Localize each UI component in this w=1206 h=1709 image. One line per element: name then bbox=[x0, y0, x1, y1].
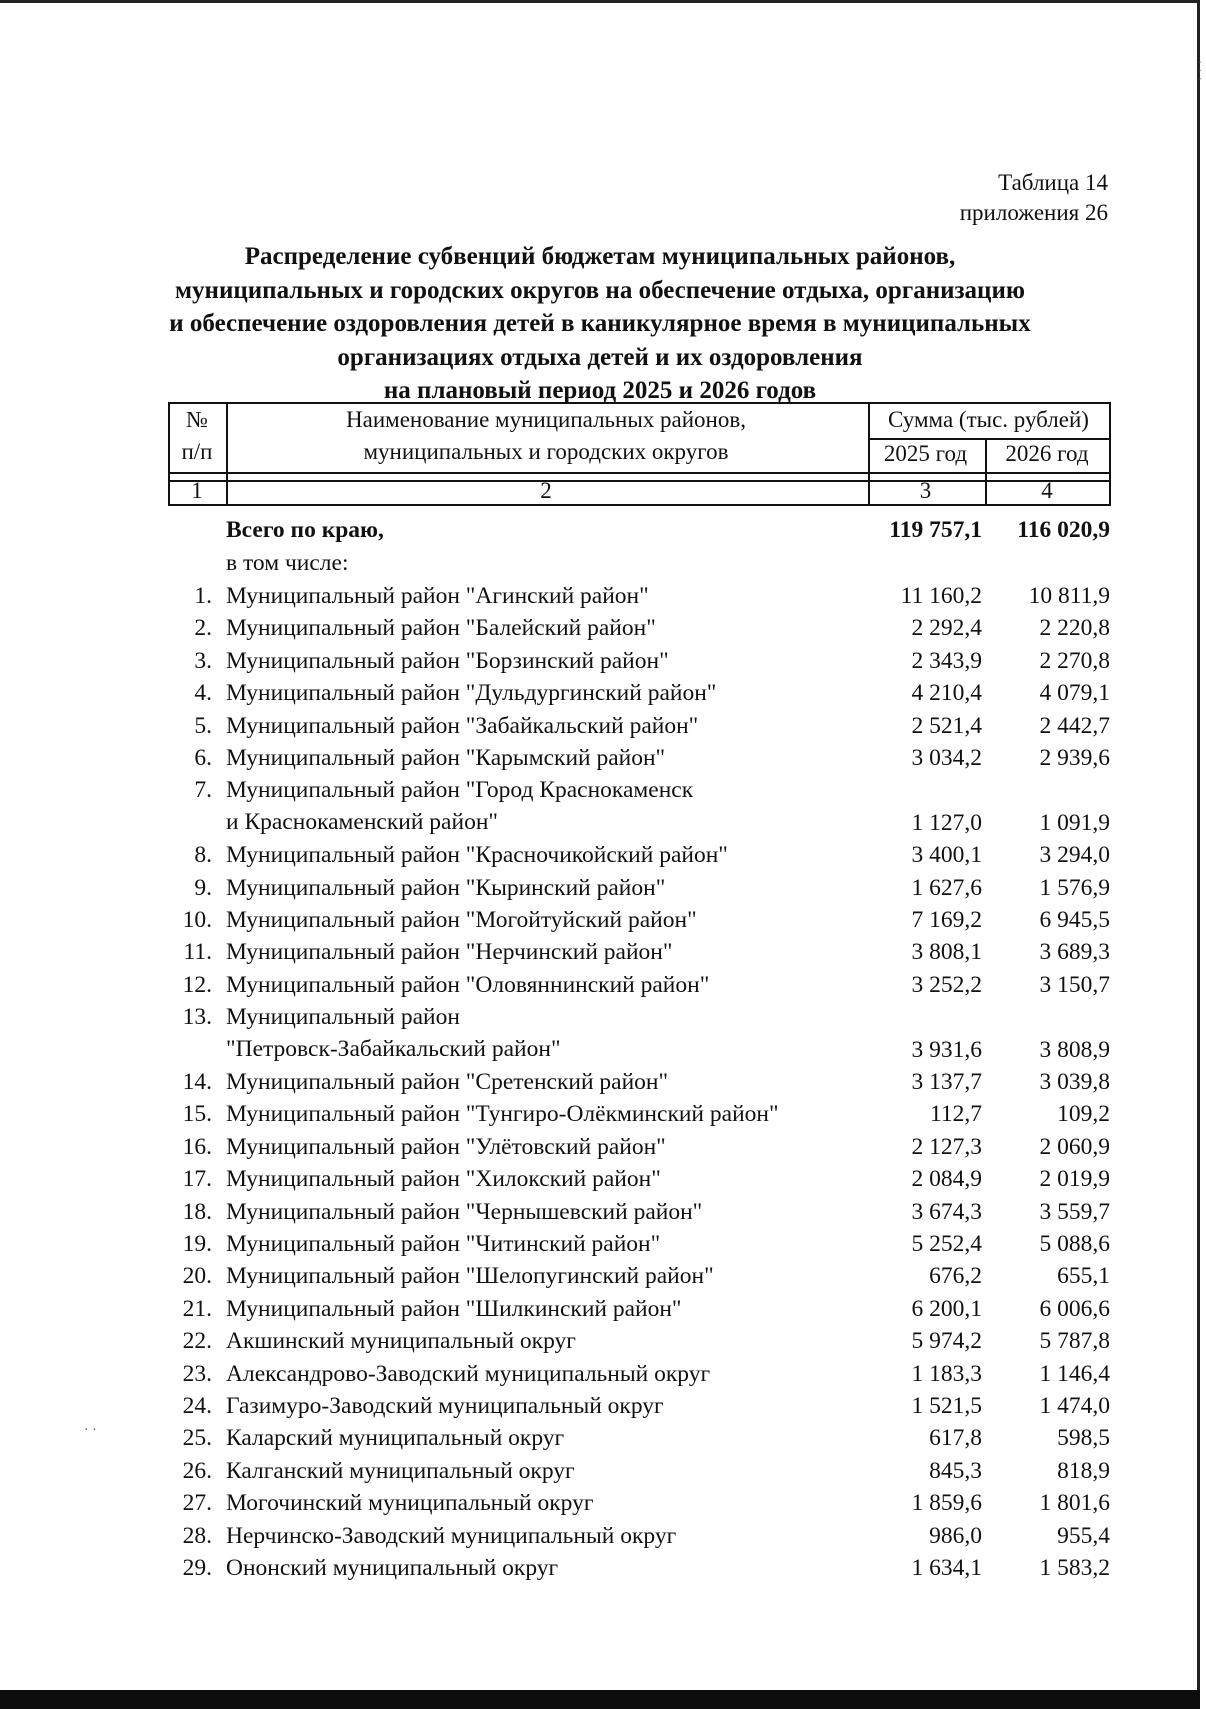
row-value-2026: 2 019,9 bbox=[1039, 1166, 1110, 1193]
row-value-2025: 617,8 bbox=[929, 1425, 982, 1452]
row-number: 17. bbox=[182, 1166, 212, 1193]
title-line: муниципальных и городских округов на обеспечение отдыха, организацию bbox=[175, 276, 1025, 304]
row-value-2026: 598,5 bbox=[1057, 1425, 1110, 1452]
row-value-2026: 6 945,5 bbox=[1039, 907, 1110, 933]
row-number: 4. bbox=[194, 680, 212, 707]
title-line: организациях отдыха детей и их оздоровления bbox=[337, 343, 863, 371]
row-value-2026: 1 091,9 bbox=[1039, 809, 1110, 836]
row-name bbox=[226, 645, 866, 677]
row-name-line: Муниципальный район "Тунгиро-Олёкминский район" bbox=[226, 1101, 779, 1128]
row-value-2026: 1 474,0 bbox=[1039, 1393, 1110, 1419]
row-name bbox=[226, 1520, 866, 1552]
row-number: 13. bbox=[182, 1004, 212, 1031]
row-name bbox=[226, 1358, 866, 1390]
row-number: 7. bbox=[194, 777, 212, 804]
row-name-line: Александрово-Заводский муниципальный округ bbox=[226, 1360, 711, 1387]
row-value-2026: 6 006,6 bbox=[1039, 1295, 1110, 1322]
row-name bbox=[226, 677, 866, 709]
row-number: 24. bbox=[182, 1393, 212, 1419]
row-number: 21. bbox=[182, 1295, 212, 1322]
row-name-line: Могочинский муниципальный округ bbox=[226, 1490, 594, 1517]
row-name-line: Муниципальный район "Оловяннинский район" bbox=[226, 971, 710, 998]
row-value-2025: 5 252,4 bbox=[911, 1231, 982, 1257]
row-value-2025: 3 931,6 bbox=[911, 1036, 982, 1063]
row-value-2026: 1 146,4 bbox=[1039, 1360, 1110, 1387]
row-value-2026: 2 060,9 bbox=[1039, 1133, 1110, 1160]
row-number: 12. bbox=[182, 971, 212, 998]
row-name bbox=[226, 742, 866, 774]
row-value-2025: 3 400,1 bbox=[911, 842, 982, 869]
row-value-2026: 4 079,1 bbox=[1039, 680, 1110, 707]
row-number: 8. bbox=[194, 842, 212, 869]
row-name bbox=[226, 612, 866, 644]
row-value-2026: 3 150,7 bbox=[1039, 971, 1110, 998]
row-name-line: "Петровск-Забайкальский район" bbox=[226, 1036, 561, 1063]
scan-bottom-edge bbox=[0, 1690, 1200, 1709]
document-title bbox=[150, 240, 1050, 408]
column-number-3: 3 bbox=[919, 478, 932, 503]
row-number: 10. bbox=[182, 907, 212, 933]
row-name bbox=[226, 1131, 866, 1163]
row-name bbox=[226, 872, 866, 904]
row-name bbox=[226, 1066, 866, 1098]
row-value-2026: 3 559,7 bbox=[1039, 1198, 1110, 1225]
header-name-line2: муниципальных и городских округов bbox=[363, 439, 729, 464]
total-value-2025: 119 757,1 bbox=[889, 517, 982, 543]
scan-dots: · · · bbox=[1191, 60, 1206, 81]
row-name-line: Ононский муниципальный округ bbox=[226, 1555, 559, 1581]
row-value-2026: 2 939,6 bbox=[1039, 745, 1110, 771]
row-value-2025: 2 343,9 bbox=[911, 647, 982, 674]
row-name bbox=[226, 969, 866, 1001]
row-value-2026: 1 801,6 bbox=[1039, 1490, 1110, 1517]
row-value-2025: 5 974,2 bbox=[911, 1328, 982, 1355]
row-value-2025: 3 808,1 bbox=[911, 939, 982, 966]
row-name-line: Муниципальный район "Агинский район" bbox=[226, 583, 649, 609]
row-value-2025: 1 521,5 bbox=[911, 1393, 982, 1419]
row-value-2025: 1 627,6 bbox=[911, 874, 982, 901]
row-number: 6. bbox=[194, 745, 212, 771]
total-value-2026: 116 020,9 bbox=[1017, 517, 1110, 543]
row-name-line: Муниципальный район "Шилкинский район" bbox=[226, 1295, 682, 1322]
title-line: Распределение субвенций бюджетам муниципальных районов, bbox=[244, 243, 956, 270]
row-name-line: Каларский муниципальный округ bbox=[226, 1425, 565, 1452]
row-name-line: Муниципальный район "Читинский район" bbox=[226, 1231, 661, 1257]
title-line: на плановый период 2025 и 2026 годов bbox=[383, 377, 817, 404]
row-value-2025: 1 127,0 bbox=[911, 809, 982, 836]
row-number: 20. bbox=[182, 1263, 212, 1290]
header-year-2026: 2026 год bbox=[1005, 441, 1089, 466]
row-name bbox=[226, 1260, 866, 1292]
row-value-2026: 955,4 bbox=[1057, 1522, 1110, 1549]
row-name-line: Муниципальный район "Чернышевский район" bbox=[226, 1198, 703, 1225]
row-value-2026: 5 787,8 bbox=[1039, 1328, 1110, 1355]
row-number: 18. bbox=[182, 1198, 212, 1225]
scan-dots: · · bbox=[84, 1423, 97, 1438]
row-value-2025: 11 160,2 bbox=[900, 583, 982, 609]
row-value-2025: 3 034,2 bbox=[911, 745, 982, 771]
row-value-2026: 109,2 bbox=[1057, 1101, 1110, 1128]
row-name bbox=[226, 1325, 866, 1357]
row-name-line: и Краснокаменский район" bbox=[226, 809, 498, 836]
row-name bbox=[226, 1098, 866, 1130]
row-value-2025: 986,0 bbox=[929, 1522, 982, 1549]
row-name-line: Муниципальный район "Балейский район" bbox=[226, 615, 656, 642]
row-number: 5. bbox=[194, 712, 212, 739]
row-value-2025: 112,7 bbox=[929, 1101, 982, 1128]
row-number: 16. bbox=[182, 1133, 212, 1160]
row-name-line: Муниципальный район "Дульдургинский район" bbox=[226, 680, 717, 707]
row-number: 29. bbox=[182, 1555, 212, 1581]
row-value-2026: 3 808,9 bbox=[1039, 1036, 1110, 1063]
row-name bbox=[226, 774, 866, 838]
row-value-2025: 2 292,4 bbox=[911, 615, 982, 642]
row-value-2025: 2 521,4 bbox=[911, 712, 982, 739]
table-caption bbox=[960, 168, 1108, 228]
row-name-line: Муниципальный район "Могойтуйский район" bbox=[226, 907, 697, 933]
row-value-2025: 2 127,3 bbox=[911, 1133, 982, 1160]
header-name-line1: Наименование муниципальных районов, bbox=[346, 407, 746, 432]
row-value-2026: 3 039,8 bbox=[1039, 1069, 1110, 1095]
row-value-2026: 2 442,7 bbox=[1039, 712, 1110, 739]
row-name bbox=[226, 1390, 866, 1422]
row-name bbox=[226, 710, 866, 742]
row-name bbox=[226, 839, 866, 871]
row-name bbox=[226, 1228, 866, 1260]
row-name-line: Газимуро-Заводский муниципальный округ bbox=[226, 1393, 664, 1419]
row-value-2025: 7 169,2 bbox=[911, 907, 982, 933]
row-number: 28. bbox=[182, 1522, 212, 1549]
row-name-line: Нерчинско-Заводский муниципальный округ bbox=[226, 1522, 677, 1549]
total-label: Всего по краю, bbox=[226, 517, 384, 543]
row-number: 14. bbox=[182, 1069, 212, 1095]
row-value-2026: 2 270,8 bbox=[1039, 647, 1110, 674]
caption-line-appendix: приложения 26 bbox=[959, 200, 1108, 225]
row-value-2026: 5 088,6 bbox=[1039, 1231, 1110, 1257]
grid-line bbox=[170, 472, 1109, 474]
row-value-2025: 676,2 bbox=[929, 1263, 982, 1290]
row-number: 3. bbox=[194, 647, 212, 674]
column-number-4: 4 bbox=[1041, 478, 1053, 503]
row-number: 9. bbox=[194, 874, 212, 901]
row-value-2025: 845,3 bbox=[929, 1457, 982, 1484]
row-name bbox=[226, 904, 866, 936]
row-name-line: Муниципальный район "Карымский район" bbox=[226, 745, 666, 771]
row-name bbox=[226, 936, 866, 968]
row-name-line: Муниципальный район "Хилокский район" bbox=[226, 1166, 661, 1193]
title-line: и обеспечение оздоровления детей в каникулярное время в муниципальных bbox=[169, 310, 1031, 337]
row-number: 26. bbox=[182, 1457, 212, 1484]
row-value-2026: 3 294,0 bbox=[1039, 842, 1110, 869]
header-num-line2: п/п bbox=[181, 439, 213, 464]
row-number: 23. bbox=[182, 1360, 212, 1387]
row-value-2025: 3 674,3 bbox=[911, 1198, 982, 1225]
row-value-2026: 1 583,2 bbox=[1039, 1555, 1110, 1581]
row-value-2025: 2 084,9 bbox=[911, 1166, 982, 1193]
row-name-line: Муниципальный район "Шелопугинский район" bbox=[226, 1263, 714, 1290]
row-name bbox=[226, 1196, 866, 1228]
row-number: 22. bbox=[182, 1328, 212, 1355]
row-name-line: Муниципальный район "Борзинский район" bbox=[226, 647, 669, 674]
row-name-line: Муниципальный район "Сретенский район" bbox=[226, 1069, 669, 1095]
row-number: 19. bbox=[182, 1231, 212, 1257]
row-name-line: Муниципальный район "Кыринский район" bbox=[226, 874, 666, 901]
row-value-2026: 3 689,3 bbox=[1039, 939, 1110, 966]
row-number: 27. bbox=[182, 1490, 212, 1517]
row-value-2025: 3 137,7 bbox=[911, 1069, 982, 1095]
row-value-2026: 2 220,8 bbox=[1039, 615, 1110, 642]
subtotal-label: в том числе: bbox=[226, 550, 349, 576]
row-number: 11. bbox=[183, 939, 212, 966]
header-sum: Сумма (тыс. рублей) bbox=[888, 407, 1089, 432]
row-value-2025: 3 252,2 bbox=[911, 971, 982, 998]
row-value-2025: 6 200,1 bbox=[911, 1295, 982, 1322]
row-name-line: Акшинский муниципальный округ bbox=[226, 1328, 576, 1355]
row-value-2025: 1 634,1 bbox=[911, 1555, 982, 1581]
row-name-line: Муниципальный район "Нерчинский район" bbox=[226, 939, 673, 966]
row-name bbox=[226, 1455, 866, 1487]
row-value-2026: 818,9 bbox=[1057, 1457, 1110, 1484]
row-name-line: Муниципальный район "Забайкальский район" bbox=[226, 712, 699, 739]
caption-line-table: Таблица 14 bbox=[998, 170, 1108, 195]
row-value-2025: 4 210,4 bbox=[911, 680, 982, 707]
row-name-line: Муниципальный район bbox=[226, 1004, 460, 1031]
row-name bbox=[226, 1422, 866, 1454]
row-number: 2. bbox=[194, 615, 212, 642]
row-name bbox=[226, 1487, 866, 1519]
row-value-2025: 1 183,3 bbox=[911, 1360, 982, 1387]
column-number-1: 1 bbox=[191, 478, 203, 503]
row-name bbox=[226, 580, 866, 612]
row-name-line: Муниципальный район "Красночикойский район" bbox=[226, 842, 728, 869]
scan-top-edge bbox=[0, 0, 1200, 3]
scan-right-edge bbox=[1197, 0, 1200, 1709]
row-number: 25. bbox=[182, 1425, 212, 1452]
row-name-line: Калганский муниципальный округ bbox=[226, 1457, 575, 1484]
column-number-2: 2 bbox=[540, 478, 552, 503]
row-value-2025: 1 859,6 bbox=[911, 1490, 982, 1517]
header-num-line1: № bbox=[186, 407, 208, 432]
row-value-2026: 10 811,9 bbox=[1028, 583, 1110, 609]
header-year-2025: 2025 год bbox=[883, 441, 968, 466]
row-number: 1. bbox=[194, 583, 212, 609]
row-name bbox=[226, 1552, 866, 1584]
row-name bbox=[226, 1293, 866, 1325]
row-name-line: Муниципальный район "Улётовский район" bbox=[226, 1133, 666, 1160]
row-name bbox=[226, 1001, 866, 1065]
row-name bbox=[226, 1163, 866, 1195]
row-value-2026: 1 576,9 bbox=[1039, 874, 1110, 901]
row-value-2026: 655,1 bbox=[1057, 1263, 1110, 1290]
row-name-line: Муниципальный район "Город Краснокаменск bbox=[226, 777, 694, 804]
row-number: 15. bbox=[182, 1101, 212, 1128]
